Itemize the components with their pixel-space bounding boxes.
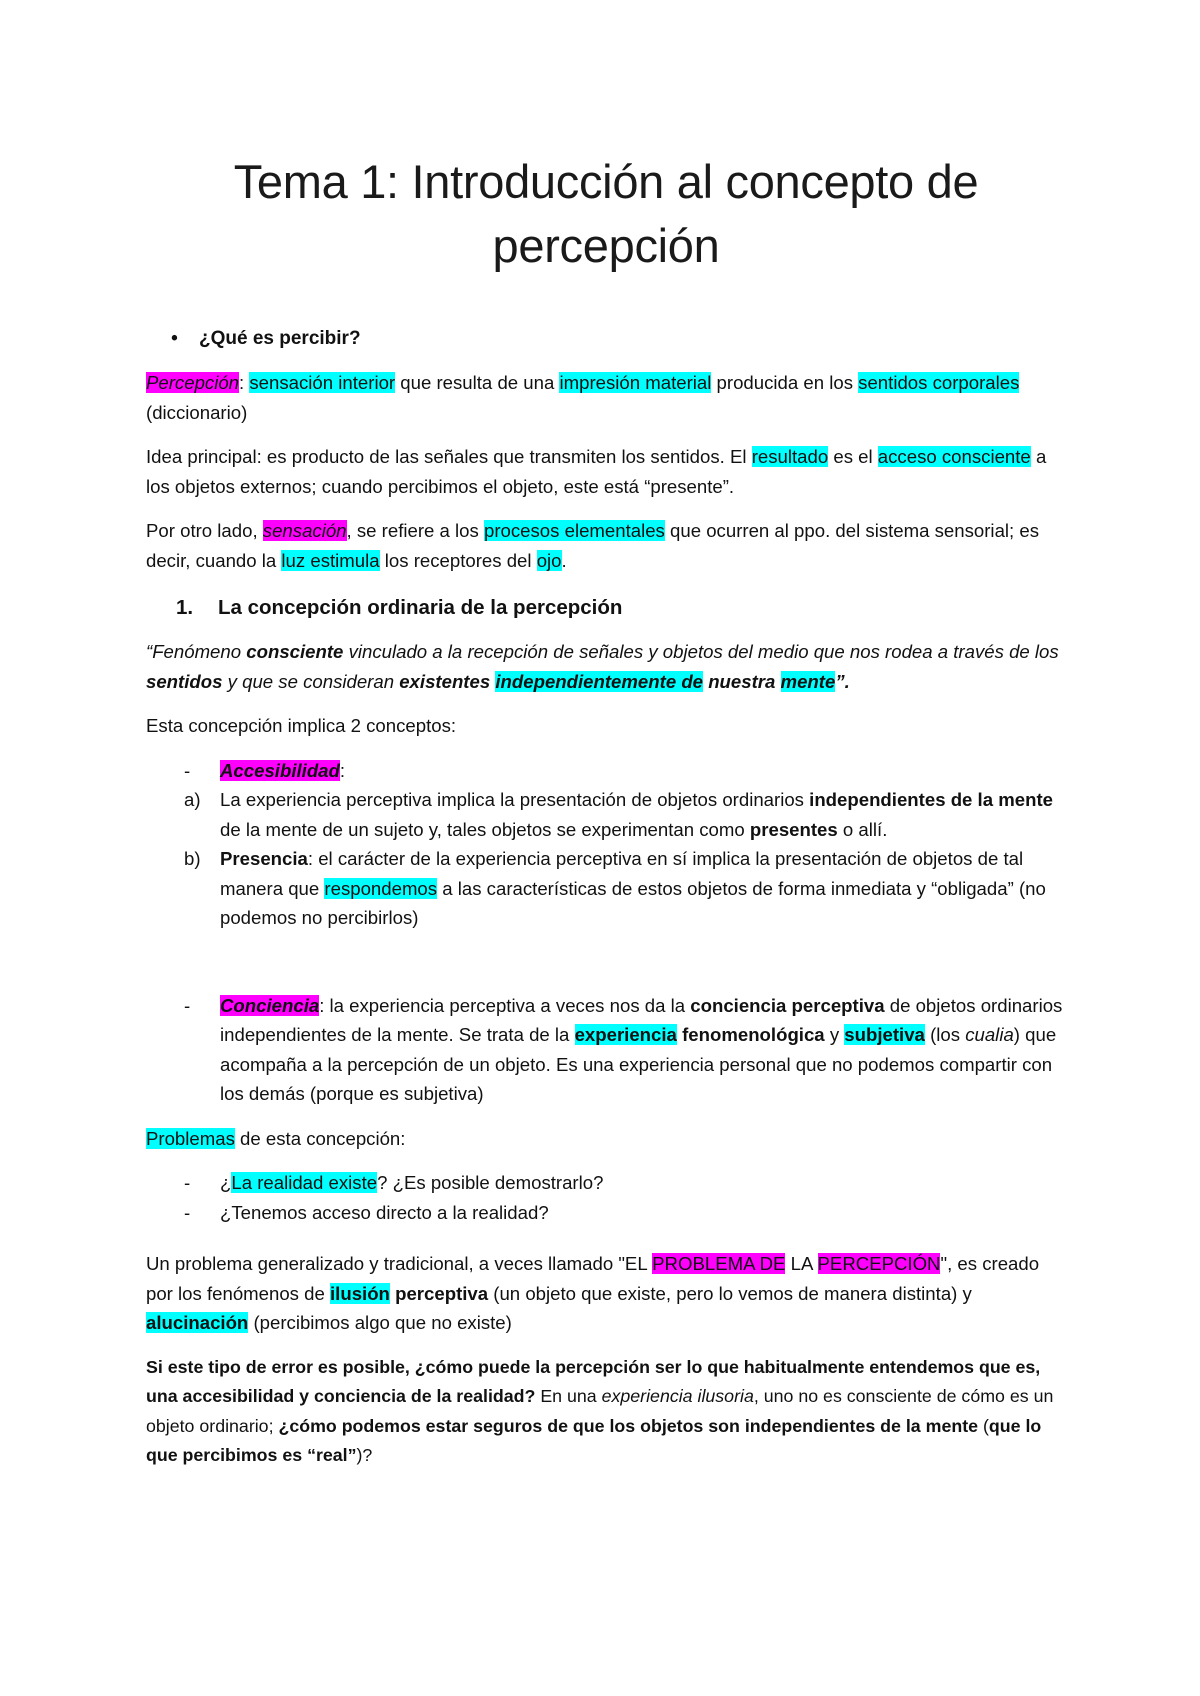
text-run: (un objeto que existe, pero lo vemos de manera distinta) y xyxy=(488,1282,972,1304)
text-run: y que se consideran xyxy=(222,670,400,692)
italic-term: experiencia ilusoria xyxy=(601,1386,754,1406)
highlight-term: resultado xyxy=(751,446,829,467)
bullet-heading: ¿Qué es percibir? xyxy=(199,328,361,349)
highlight-term: mente xyxy=(780,670,836,692)
bold-term: sentidos xyxy=(146,670,223,692)
section-heading-1 xyxy=(146,593,1066,623)
highlight-term: procesos elementales xyxy=(483,520,665,541)
list-item xyxy=(146,991,1066,1109)
highlight-term: impresión material xyxy=(559,372,712,393)
bold-term: conciencia perceptiva xyxy=(690,994,885,1016)
title-line-1: Tema 1: Introducción al concepto de xyxy=(233,155,979,208)
text-run: de objetos ordinarios independientes de la mente. Se trata de la xyxy=(220,994,1063,1045)
bold-term: que lo que percibimos es “real” xyxy=(146,1415,1042,1465)
highlight-term: sentidos corporales xyxy=(858,372,1020,393)
bold-term: consciente xyxy=(246,641,344,662)
bullet-marker: • xyxy=(171,328,178,349)
bold-term: ¿cómo podemos estar seguros de que los objetos son independientes de la mente xyxy=(278,1415,979,1436)
problems-list xyxy=(146,1168,1066,1227)
text-run: producida en los xyxy=(711,372,859,393)
text-run: . xyxy=(561,549,567,571)
bold-term: nuestra xyxy=(708,670,776,692)
text-run: ? ¿Es posible demostrarlo? xyxy=(377,1172,604,1193)
list-text xyxy=(220,1168,1066,1198)
text-run: LA xyxy=(785,1253,818,1274)
heading-text: La concepción ordinaria de la percepción xyxy=(218,596,623,619)
list-text: ¿Tenemos acceso directo a la realidad? xyxy=(220,1201,549,1223)
concepts-list xyxy=(146,756,1066,1109)
highlight-term: respondemos xyxy=(324,877,438,899)
spacer xyxy=(146,933,1066,991)
highlight-term: sensación interior xyxy=(249,372,396,393)
text-run: ¿ xyxy=(220,1172,232,1193)
text-run: )? xyxy=(356,1445,373,1465)
list-item xyxy=(146,844,1066,933)
highlight-term: subjetiva xyxy=(844,1024,925,1045)
paragraph-sensacion xyxy=(146,516,1066,575)
list-marker: b) xyxy=(184,848,201,869)
list-marker: - xyxy=(184,1172,191,1193)
bold-term: independientes de la mente xyxy=(809,789,1053,810)
text-run: a los objetos externos; cuando percibimos el objeto, este está “presente”. xyxy=(146,446,1047,497)
text-run xyxy=(775,671,780,692)
list-marker: - xyxy=(184,759,191,781)
text-run: vinculado a la recepción de señales y objetos del medio que nos rodea a través de los xyxy=(343,641,1059,662)
paragraph-problemas xyxy=(146,1124,1066,1154)
text-run: y xyxy=(824,1024,845,1045)
text-run: (los xyxy=(924,1024,966,1045)
highlight-term: independientemente de xyxy=(495,670,704,692)
text-run: es el xyxy=(828,446,878,467)
highlight-term: experiencia xyxy=(574,1024,677,1045)
bold-term: perceptiva xyxy=(395,1282,489,1304)
list-marker: - xyxy=(184,994,191,1016)
text-run: (percibimos algo que no existe) xyxy=(248,1312,512,1333)
paragraph-dos-conceptos: Esta concepción implica 2 conceptos: xyxy=(146,715,457,736)
text-run: de la mente de un sujeto y, tales objetos se experimentan como xyxy=(220,818,750,840)
text-run: Idea principal: es producto de las señales que transmiten los sentidos. El xyxy=(146,446,752,467)
text-run: Por otro lado, xyxy=(146,520,263,541)
document-title xyxy=(146,150,1066,278)
text-run: que resulta de una xyxy=(395,372,560,393)
paragraph-idea-principal xyxy=(146,442,1066,501)
list-text xyxy=(220,844,1066,933)
text-run: que ocurren al ppo. del sistema sensorial; es decir, cuando la xyxy=(146,520,1040,571)
document-page xyxy=(146,150,1066,1486)
list-text xyxy=(220,785,1066,844)
highlight-term: PERCEPCIÓN xyxy=(817,1253,941,1274)
list-item xyxy=(146,1168,1066,1198)
highlight-term: luz estimula xyxy=(281,549,380,571)
text-run: : xyxy=(239,372,250,393)
list-item xyxy=(146,785,1066,844)
paragraph-pregunta xyxy=(146,1353,1066,1471)
bold-term: Presencia xyxy=(220,848,308,869)
definition-quote xyxy=(146,637,1066,696)
highlight-term: La realidad existe xyxy=(231,1172,378,1193)
paragraph-percepcion xyxy=(146,368,1066,427)
list-item xyxy=(146,1198,1066,1228)
bold-term: fenomenológica xyxy=(682,1024,825,1045)
heading-number: 1. xyxy=(176,596,194,619)
text-run: de esta concepción: xyxy=(234,1127,406,1149)
list-marker: - xyxy=(184,1201,191,1223)
text-run: (diccionario) xyxy=(146,401,248,423)
text-run: “Fenómeno xyxy=(146,641,247,662)
list-marker: a) xyxy=(184,789,201,810)
bold-term: presentes xyxy=(749,818,838,840)
text-run: ) que acompaña a la percepción de un objeto. Es una experiencia personal que no podemos compartir con los demás (porque es subjetiva) xyxy=(220,1024,1057,1104)
highlight-term: sensación xyxy=(262,520,347,541)
list-text xyxy=(220,756,1066,786)
section-bullet xyxy=(146,324,1066,354)
highlight-term: alucinación xyxy=(146,1312,249,1333)
text-run: ", es creado por los fenómenos de xyxy=(146,1253,1040,1304)
text-run: En una xyxy=(535,1386,602,1406)
text-run: Un problema generalizado y tradicional, a veces llamado "EL xyxy=(146,1253,653,1274)
highlight-term: ojo xyxy=(536,549,562,571)
highlight-term: Percepción xyxy=(146,372,240,393)
highlight-term: PROBLEMA DE xyxy=(652,1253,786,1274)
bold-term: Si este tipo de error es posible, ¿cómo puede la percepción ser lo que habitualmente entendemos que es, una accesibilidad y conciencia de la realidad? xyxy=(146,1356,1041,1406)
bold-term: existentes xyxy=(399,670,491,692)
text-run: , uno no es consciente de cómo es un objeto ordinario; xyxy=(146,1386,1054,1436)
text-run: La experiencia perceptiva implica la presentación de objetos ordinarios xyxy=(220,789,810,810)
list-text xyxy=(220,991,1066,1109)
text-run: o allí. xyxy=(837,818,888,840)
italic-term: cualia xyxy=(965,1024,1014,1045)
text-run: : la experiencia perceptiva a veces nos da la xyxy=(319,994,691,1016)
text-run: : xyxy=(339,759,346,781)
bold-term: ”. xyxy=(835,670,850,692)
highlight-term: acceso consciente xyxy=(877,446,1031,467)
text-run: los receptores del xyxy=(379,549,537,571)
highlight-term: Accesibilidad xyxy=(220,759,340,781)
paragraph-problema-percepcion xyxy=(146,1249,1066,1338)
text-run: : el carácter de la experiencia perceptiva en sí implica la presentación de objetos de tal manera que xyxy=(220,848,1024,899)
list-item xyxy=(146,756,1066,786)
text-run: ( xyxy=(978,1415,989,1436)
highlight-term: Problemas xyxy=(146,1127,235,1149)
title-line-2: percepción xyxy=(492,219,720,272)
text-run: a las características de estos objetos de forma inmediata y “obligada” (no podemos no percibirlos) xyxy=(220,877,1046,928)
text-run: , se refiere a los xyxy=(346,520,484,541)
highlight-term: Conciencia xyxy=(220,994,320,1016)
highlight-term: ilusión xyxy=(330,1282,390,1304)
